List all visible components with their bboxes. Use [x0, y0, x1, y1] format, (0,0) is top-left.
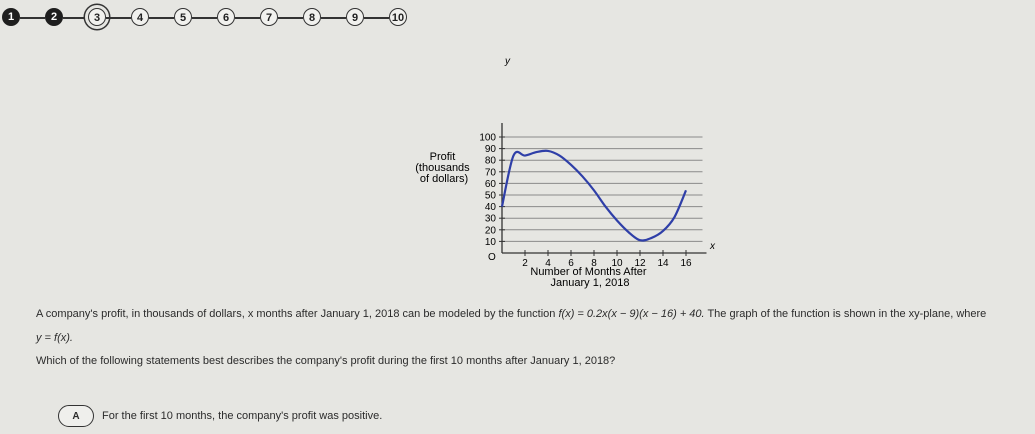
choice-letter-badge[interactable]: A	[58, 405, 94, 427]
choice-text: For the first 10 months, the company's profit was positive.	[102, 410, 383, 422]
x-tick-label: 10	[611, 258, 623, 269]
question-stepper	[0, 8, 420, 34]
origin-label: O	[488, 252, 496, 263]
question-stem-continued: The graph of the function is shown in the xy-plane, where	[707, 308, 987, 320]
y-tick-label: 70	[484, 167, 496, 179]
step-10[interactable]: 10	[389, 8, 407, 26]
question-stem: A company's profit, in thousands of dollars, x months after January 1, 2018 can be modeled by the function	[36, 308, 556, 320]
y-axis-variable: y	[505, 56, 510, 67]
step-6[interactable]: 6	[217, 8, 235, 26]
y-tick-label: 80	[484, 155, 496, 167]
x-tick-label: 6	[568, 258, 574, 269]
step-9[interactable]: 9	[346, 8, 364, 26]
question-prompt: Which of the following statements best describes the company's profit during the first 10 months after January 1, 2018?	[36, 355, 616, 367]
x-tick-label: 2	[522, 258, 528, 269]
x-axis-title-line: Number of Months After	[530, 266, 647, 278]
x-tick-label: 16	[680, 258, 692, 269]
step-3[interactable]: 3	[88, 8, 106, 26]
y-tick-label: 60	[484, 178, 496, 190]
profit-curve	[502, 151, 686, 241]
x-tick-label: 4	[545, 258, 551, 269]
step-connector	[321, 17, 346, 19]
question-text	[36, 302, 1026, 350]
step-connector	[20, 17, 45, 19]
y-tick-label: 90	[484, 144, 496, 156]
step-2[interactable]: 2	[45, 8, 63, 26]
x-axis-variable: x	[710, 241, 715, 252]
function-definition: y = f(x).	[36, 332, 73, 344]
x-axis-title-line: January 1, 2018	[550, 277, 630, 289]
step-connector	[192, 17, 217, 19]
step-1[interactable]: 1	[2, 8, 20, 26]
step-connector	[235, 17, 260, 19]
y-axis-title-line: (thousands	[415, 162, 470, 174]
step-connector	[63, 17, 88, 19]
profit-graph	[0, 52, 760, 297]
step-5[interactable]: 5	[174, 8, 192, 26]
x-axis-title	[530, 266, 649, 289]
function-expression: f(x) = 0.2x(x − 9)(x − 16) + 40.	[558, 308, 705, 320]
y-tick-label: 40	[484, 202, 496, 214]
y-axis-title-line: Profit	[429, 151, 456, 163]
step-connector	[149, 17, 174, 19]
answer-choice-a[interactable]	[58, 403, 382, 429]
y-axis-title	[415, 151, 473, 185]
step-connector	[278, 17, 303, 19]
y-tick-label: 50	[484, 190, 496, 202]
y-tick-label: 20	[484, 225, 496, 237]
step-8[interactable]: 8	[303, 8, 321, 26]
step-connector	[106, 17, 131, 19]
x-tick-label: 12	[634, 258, 646, 269]
y-axis-title-line: of dollars)	[419, 173, 469, 185]
step-4[interactable]: 4	[131, 8, 149, 26]
step-connector	[364, 17, 389, 19]
y-tick-label: 100	[479, 132, 496, 144]
x-tick-label: 8	[591, 258, 597, 269]
step-7[interactable]: 7	[260, 8, 278, 26]
y-tick-label: 10	[484, 236, 496, 248]
y-tick-label: 30	[484, 213, 496, 225]
x-tick-label: 14	[657, 258, 669, 269]
